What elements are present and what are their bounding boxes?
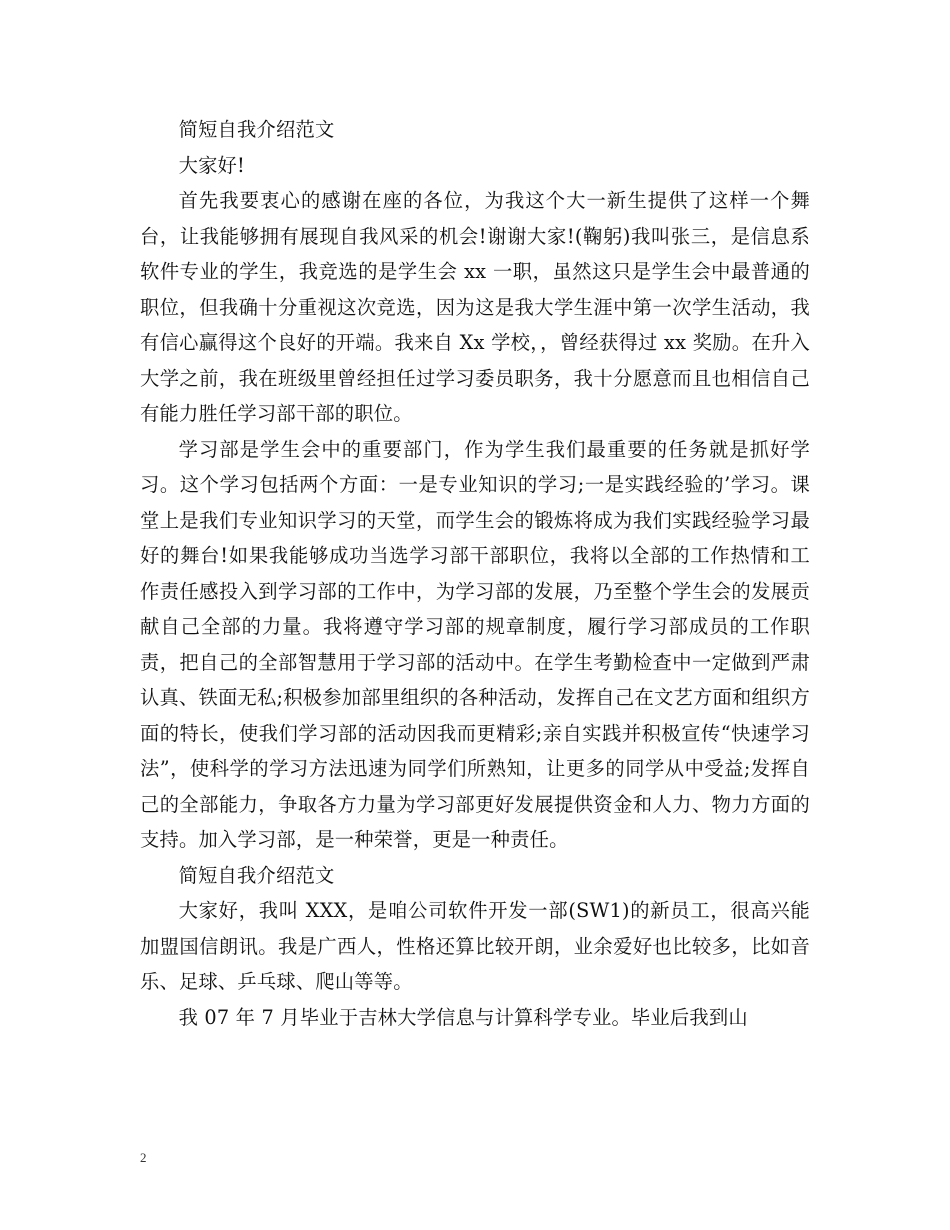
page-number: 2 (140, 1150, 147, 1165)
greeting-paragraph: 大家好! (178, 153, 245, 177)
section-title: 简短自我介绍范文 (178, 863, 335, 887)
body-paragraph: 大家好，我叫 XXX，是咱公司软件开发一部(SW1)的新员工，很高兴能加盟国信朗讯。我是广西人，性格还算比较开朗，业余爱好也比较多，比如音乐、足球、乒乓球、爬山等等。 (140, 899, 810, 993)
body-paragraph: 我 07 年 7 月毕业于吉林大学信息与计算科学专业。毕业后我到山 (178, 1005, 748, 1029)
section-title: 简短自我介绍范文 (178, 118, 335, 141)
body-paragraph: 学习部是学生会中的重要部门，作为学生我们最重要的任务就是抓好学习。这个学习包括两个方面：一是专业知识的学习;一是实践经验的’学习。课堂上是我们专业知识学习的天堂，而学生会的锻炼将成为我们实践经验学习最好的舞台!如果我能够成功当选学习部干部职位，我将以全部的工作热情和工作责任感投入到学习部的工作中，为学习部的发展，乃至整个学生会的发展贡献自己全部的力量。我将遵守学习部的规章制度，履行学习部成员的工作职责，把自己的全部智慧用于学习部的活动中。在学生考勤检查中一定做到严肃认真、铁面无私;积极参加部里组织的各种活动，发挥自己在文艺方面和组织方面的特长，使我们学习部的活动因我而更精彩;亲自实践并积极宣传“快速学习法”，使科学的学习方法迅速为同学们所熟知，让更多的同学从中受益;发挥自己的全部能力，争取各方力量为学习部更好发展提供资金和人力、物力方面的支持。加入学习部，是一种荣誉，更是一种责任。 (140, 437, 810, 851)
document-body (140, 112, 810, 1035)
body-paragraph: 首先我要衷心的感谢在座的各位，为我这个大一新生提供了这样一个舞台，让我能够拥有展现自我风采的机会!谢谢大家!(鞠躬)我叫张三，是信息系软件专业的学生，我竞选的是学生会 xx 一职，虽然这只是学生会中最普通的职位，但我确十分重视这次竞选，因为这是我大学生涯中第一次学生活动，我有信心赢得这个良好的开端。我来自 Xx 学校，，曾经获得过 xx 奖励。在升入大学之前，我在班级里曾经担任过学习委员职务，我十分愿意而且也相信自己有能力胜任学习部干部的职位。 (140, 189, 810, 425)
